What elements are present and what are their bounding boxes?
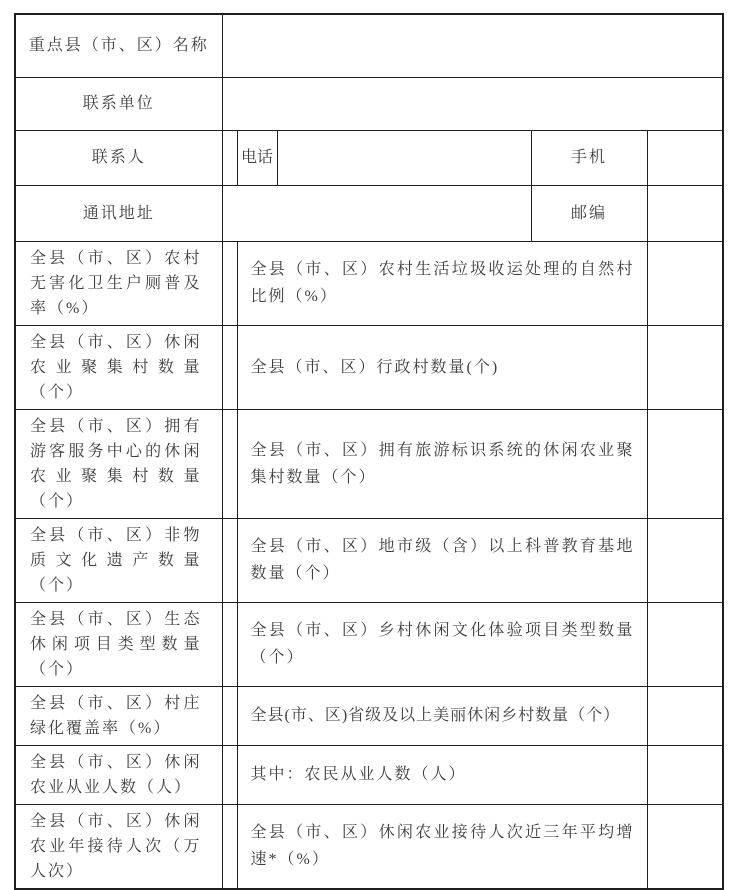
- contact-unit-label: 联系单位: [15, 77, 222, 130]
- spacer-cell: [222, 804, 237, 889]
- indicator-label-left: 全县（市、区）生态休闲项目类型数量（个）: [15, 602, 222, 686]
- indicator-label-left: 全县（市、区）休闲农业聚集村数量（个）: [15, 325, 222, 409]
- spacer-cell: [222, 409, 237, 518]
- indicator-label-left: 全县（市、区）农村无害化卫生户厕普及率（%）: [15, 241, 222, 325]
- indicator-label-left: 全县（市、区）拥有游客服务中心的休闲农业聚集村数量（个）: [15, 409, 222, 518]
- indicator-value-input[interactable]: [647, 518, 723, 602]
- phone-input[interactable]: [277, 130, 531, 185]
- indicator-label-left: 全县（市、区）村庄绿化覆盖率（%）: [15, 686, 222, 745]
- indicator-label-right: 全县（市、区）休闲农业接待人次近三年平均增速*（%）: [237, 804, 647, 889]
- indicator-label-right: 全县（市、区）乡村休闲文化体验项目类型数量（个）: [237, 602, 647, 686]
- indicator-value-input[interactable]: [647, 602, 723, 686]
- indicator-value-input[interactable]: [647, 804, 723, 889]
- mobile-label: 手机: [531, 130, 647, 185]
- indicator-label-right: 其中：农民从业人数（人）: [237, 745, 647, 804]
- indicator-label-right: 全县（市、区）拥有旅游标识系统的休闲农业聚集村数量（个）: [237, 409, 647, 518]
- indicator-value-input[interactable]: [647, 325, 723, 409]
- indicator-value-input[interactable]: [647, 686, 723, 745]
- spacer-cell: [222, 518, 237, 602]
- spacer-cell: [222, 241, 237, 325]
- phone-label: 电话: [237, 130, 277, 185]
- address-input[interactable]: [222, 185, 531, 241]
- contact-person-label: 联系人: [15, 130, 222, 185]
- indicator-value-input[interactable]: [647, 241, 723, 325]
- indicator-label-left: 全县（市、区）休闲农业从业人数（人）: [15, 745, 222, 804]
- spacer-cell: [222, 325, 237, 409]
- indicator-value-input[interactable]: [647, 745, 723, 804]
- mobile-input[interactable]: [647, 130, 723, 185]
- indicator-label-right: 全县（市、区）行政村数量(个): [237, 325, 647, 409]
- indicator-label-right: 全县（市、区）农村生活垃圾收运处理的自然村比例（%）: [237, 241, 647, 325]
- indicator-label-right: 全县(市、区)省级及以上美丽休闲乡村数量（个）: [237, 686, 647, 745]
- county-name-label: 重点县（市、区）名称: [15, 14, 222, 77]
- indicator-label-right: 全县（市、区）地市级（含）以上科普教育基地数量（个）: [237, 518, 647, 602]
- indicator-label-left: 全县（市、区）非物质文化遗产数量（个）: [15, 518, 222, 602]
- postcode-label: 邮编: [531, 185, 647, 241]
- spacer-cell: [222, 745, 237, 804]
- spacer-cell: [222, 602, 237, 686]
- indicator-value-input[interactable]: [647, 409, 723, 518]
- county-name-input[interactable]: [222, 14, 723, 77]
- address-label: 通讯地址: [15, 185, 222, 241]
- postcode-input[interactable]: [647, 185, 723, 241]
- contact-unit-input[interactable]: [222, 77, 723, 130]
- spacer-cell: [222, 686, 237, 745]
- spacer-cell: [222, 130, 237, 185]
- key-county-info-table: [14, 13, 724, 890]
- indicator-label-left: 全县（市、区）休闲农业年接待人次（万人次）: [15, 804, 222, 889]
